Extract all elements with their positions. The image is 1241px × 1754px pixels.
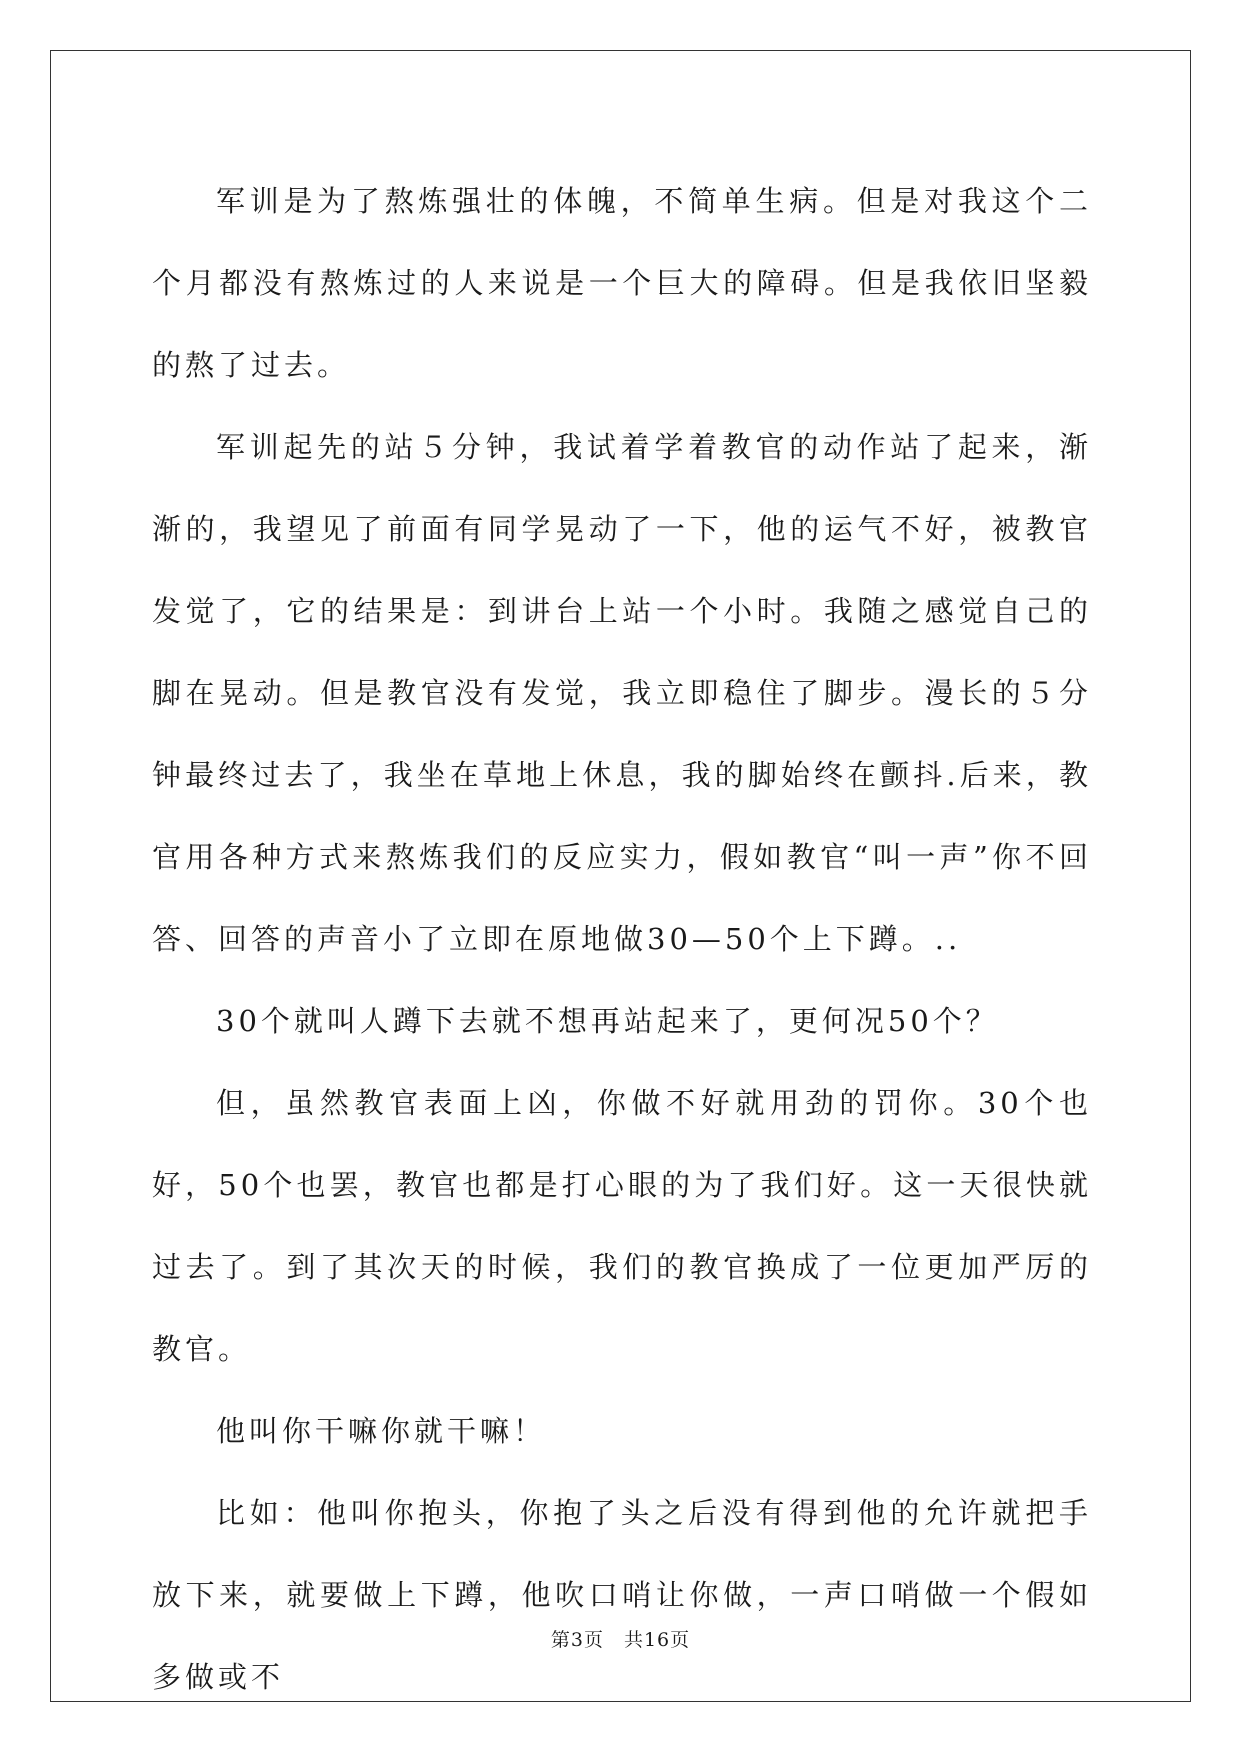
paragraph-1: 军训是为了熬炼强壮的体魄，不简单生病。但是对我这个二个月都没有熬炼过的人来说是一个巨大的障碍。但是我依旧坚毅的熬了过去。 xyxy=(152,184,1092,382)
page-number-footer: 第3页 共16页 xyxy=(550,1629,691,1651)
paragraph-4: 但，虽然教官表面上凶，你做不好就用劲的罚你。30个也好，50个也罢，教官也都是打心眼的为了我们好。这一天很快就过去了。到了其次天的时候，我们的教官换成了一位更加严厉的教官。 xyxy=(152,1086,1092,1366)
paragraph-5: 他叫你干嘛你就干嘛！ xyxy=(216,1414,547,1448)
paragraph-3: 30个就叫人蹲下去就不想再站起来了，更何况50个？ xyxy=(216,1004,999,1038)
paragraph-6: 比如：他叫你抱头，你抱了头之后没有得到他的允许就把手放下来，就要做上下蹲，他吹口哨让你做，一声口哨做一个假如多做或不 xyxy=(152,1496,1092,1694)
paragraph-2: 军训起先的站５分钟，我试着学着教官的动作站了起来，渐渐的，我望见了前面有同学晃动了一下，他的运气不好，被教官发觉了，它的结果是：到讲台上站一个小时。我随之感觉自己的脚在晃动。但是教官没有发觉，我立即稳住了脚步。漫长的５分钟最终过去了，我坐在草地上休息，我的脚始终在颤抖.后来，教官用各种方式来熬炼我们的反应实力，假如教官“叫一声”你不回答、回答的声音小了立即在原地做30—50个上下蹲。.. xyxy=(152,430,1092,956)
document-body xyxy=(152,160,1092,1718)
